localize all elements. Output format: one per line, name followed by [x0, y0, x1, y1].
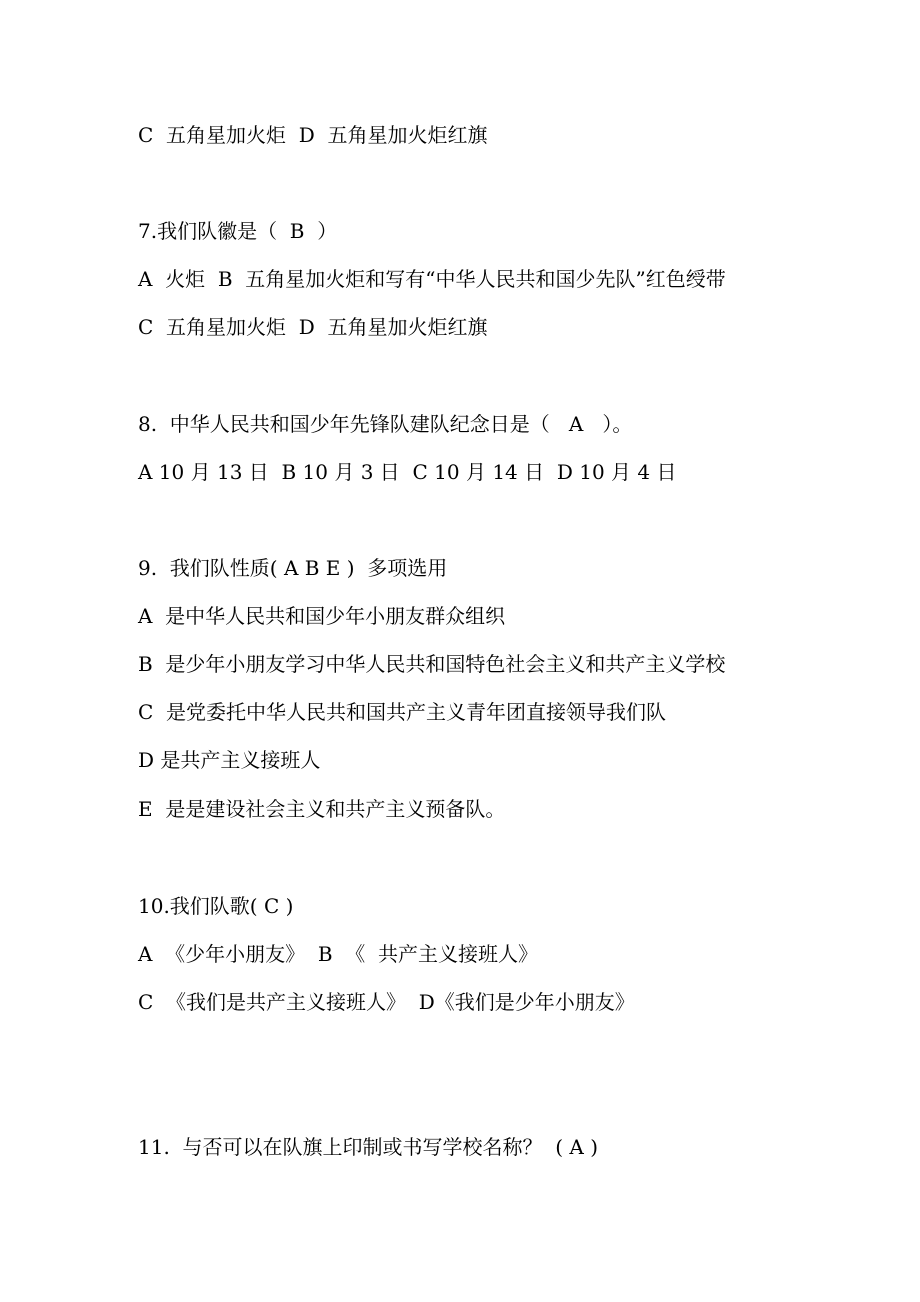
q8-options: A 10 月 13 日 B 10 月 3 日 C 10 月 14 日 D 10 月 4 日 — [138, 460, 677, 484]
q9-option-a: A 是中华人民共和国少年小朋友群众组织 — [138, 604, 506, 628]
q9-option-c: C 是党委托中华人民共和国共产主义青年团直接领导我们队 — [138, 700, 667, 724]
q9-question: 9. 我们队性质( A B E ) 多项选用 — [138, 556, 448, 580]
q10-question: 10.我们队歌( C ) — [138, 894, 294, 918]
q7-options-cd: C 五角星加火炬 D 五角星加火炬红旗 — [138, 315, 488, 339]
q6-options-cd: C 五角星加火炬 D 五角星加火炬红旗 — [138, 123, 488, 147]
q8-question: 8. 中华人民共和国少年先锋队建队纪念日是（ A ）。 — [138, 412, 633, 436]
q7-options-ab: A 火炬 B 五角星加火炬和写有“中华人民共和国少先队”红色绶带 — [138, 267, 726, 291]
q10-options-ab: A 《少年小朋友》 B 《 共产主义接班人》 — [138, 942, 538, 966]
q11-question: 11. 与否可以在队旗上印制或书写学校名称？ ( A ) — [138, 1135, 598, 1159]
q7-question: 7.我们队徽是（ B ） — [138, 219, 338, 243]
q9-option-d: D 是共产主义接班人 — [138, 748, 321, 772]
q10-options-cd: C 《我们是共产主义接班人》 D《我们是少年小朋友》 — [138, 990, 635, 1014]
q9-option-e: E 是是建设社会主义和共产主义预备队。 — [138, 797, 506, 821]
q9-option-b: B 是少年小朋友学习中华人民共和国特色社会主义和共产主义学校 — [138, 652, 726, 676]
